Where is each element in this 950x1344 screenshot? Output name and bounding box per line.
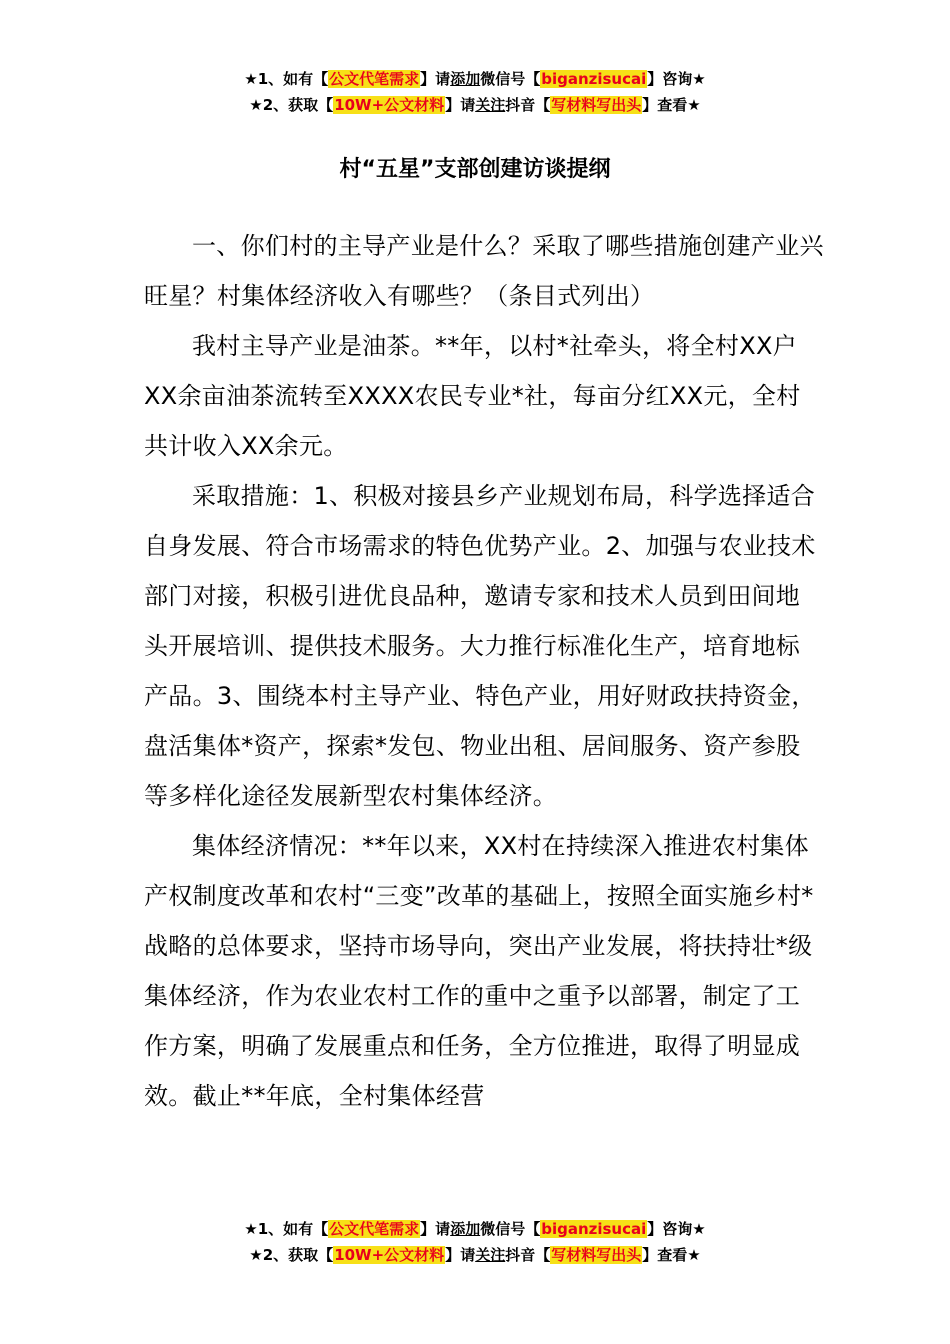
banner-text: 】请 bbox=[445, 1246, 476, 1264]
banner-underlined: 关注 bbox=[475, 96, 506, 114]
banner-underlined: 添加 bbox=[450, 70, 481, 88]
banner-text: 】咨询★ bbox=[647, 70, 706, 88]
document-title: 村“五星”支部创建访谈提纲 bbox=[339, 157, 611, 182]
banner-underlined: 添加 bbox=[450, 1220, 481, 1238]
paragraph-main-industry: 我村主导产业是油茶。**年，以村*社牵头，将全村XX户XX余亩油茶流转至XXXX农民专业*社，每亩分红XX元，全村共计收入XX余元。 bbox=[144, 332, 801, 460]
banner-text: 微信号【 bbox=[480, 70, 541, 88]
document-body bbox=[144, 221, 824, 1121]
banner-text: 】查看★ bbox=[642, 96, 701, 114]
banner-line-1 bbox=[0, 66, 950, 92]
banner-text: 】查看★ bbox=[642, 1246, 701, 1264]
banner-underlined: 关注 bbox=[475, 1246, 506, 1264]
banner-text: 】请 bbox=[420, 70, 451, 88]
banner-highlight: 10W+公文材料 bbox=[334, 1246, 445, 1264]
banner-highlight: biganzisucai bbox=[541, 1220, 647, 1238]
banner-highlight: biganzisucai bbox=[541, 70, 647, 88]
banner-text: 】咨询★ bbox=[647, 1220, 706, 1238]
banner-line-2 bbox=[0, 1242, 950, 1268]
paragraph-question-1: 一、你们村的主导产业是什么？采取了哪些措施创建产业兴旺星？村集体经济收入有哪些？（条目式列出） bbox=[144, 232, 824, 310]
banner-text: 】请 bbox=[445, 96, 476, 114]
banner-text: ★2、获取【 bbox=[249, 96, 334, 114]
banner-highlight: 公文代笔需求 bbox=[329, 70, 420, 88]
banner-text: 微信号【 bbox=[480, 1220, 541, 1238]
header-banner bbox=[0, 66, 950, 118]
banner-line-2 bbox=[0, 92, 950, 118]
banner-text: 】请 bbox=[420, 1220, 451, 1238]
banner-highlight: 10W+公文材料 bbox=[334, 96, 445, 114]
banner-highlight: 公文代笔需求 bbox=[329, 1220, 420, 1238]
footer-banner bbox=[0, 1216, 950, 1268]
banner-text: 抖音【 bbox=[505, 96, 551, 114]
banner-highlight: 写材料写出头 bbox=[551, 96, 642, 114]
banner-text: 抖音【 bbox=[505, 1246, 551, 1264]
banner-text: ★1、如有【 bbox=[244, 70, 329, 88]
banner-text: ★1、如有【 bbox=[244, 1220, 329, 1238]
banner-text: ★2、获取【 bbox=[249, 1246, 334, 1264]
banner-highlight: 写材料写出头 bbox=[551, 1246, 642, 1264]
paragraph-collective-economy: 集体经济情况：**年以来，XX村在持续深入推进农村集体产权制度改革和农村“三变”改革的基础上，按照全面实施乡村*战略的总体要求，坚持市场导向，突出产业发展，将扶持壮*级集体经济，作为农业农村工作的重中之重予以部署，制定了工作方案，明确了发展重点和任务，全方位推进，取得了明显成效。截止**年底，全村集体经营 bbox=[144, 832, 814, 1110]
paragraph-measures: 采取措施：1、积极对接县乡产业规划布局，科学选择适合自身发展、符合市场需求的特色优势产业。2、加强与农业技术部门对接，积极引进优良品种，邀请专家和技术人员到田间地头开展培训、提供技术服务。大力推行标准化生产，培育地标产品。3、围绕本村主导产业、特色产业，用好财政扶持资金，盘活集体*资产，探索*发包、物业出租、居间服务、资产参股等多样化途径发展新型农村集体经济。 bbox=[144, 482, 816, 810]
banner-line-1 bbox=[0, 1216, 950, 1242]
